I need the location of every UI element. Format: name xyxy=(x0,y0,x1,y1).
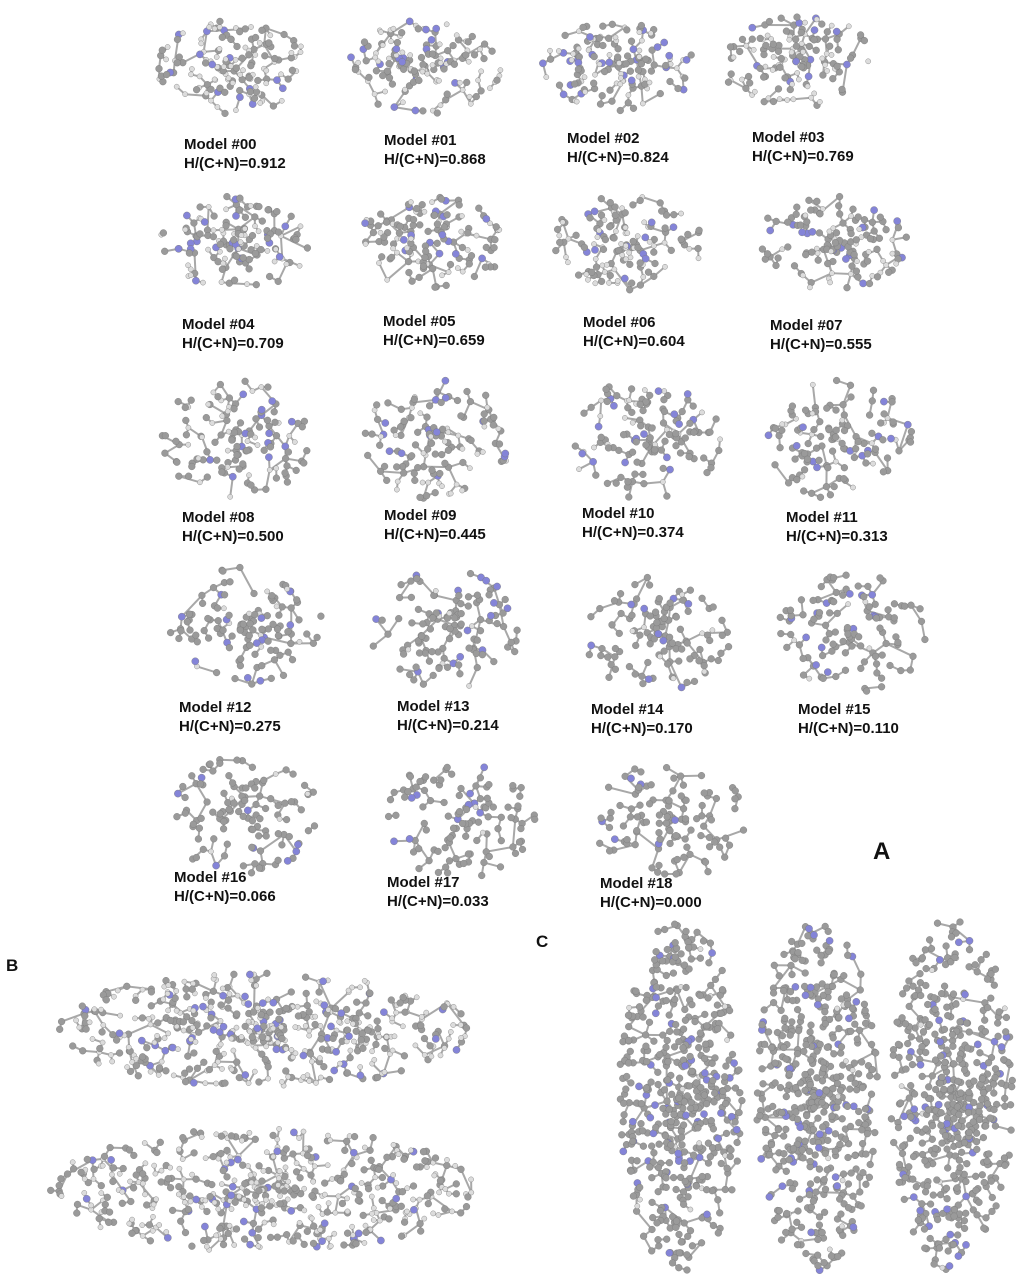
model-01-structure xyxy=(340,12,510,122)
model-04-atoms xyxy=(159,193,311,288)
model-07-image xyxy=(748,188,918,298)
model-name: Model #17 xyxy=(387,874,460,891)
model-04-structure xyxy=(150,188,320,298)
model-14-label xyxy=(591,700,693,738)
model-name: Model #02 xyxy=(567,130,640,147)
model-02-image xyxy=(532,12,702,122)
model-06-image xyxy=(542,188,712,298)
hydrogen-ratio: H/(C+N)=0.214 xyxy=(397,717,499,734)
model-14-structure xyxy=(572,566,742,701)
model-13-image xyxy=(360,562,530,697)
model-07-atoms xyxy=(759,193,910,291)
model-06-structure xyxy=(542,188,712,298)
model-00-image xyxy=(148,12,318,122)
panel-b-structure-image xyxy=(40,945,485,1280)
model-name: Model #15 xyxy=(798,701,871,718)
hydrogen-ratio: H/(C+N)=0.868 xyxy=(384,151,486,168)
model-02-structure xyxy=(532,12,702,122)
model-05-image xyxy=(345,188,515,298)
hydrogen-ratio: H/(C+N)=0.709 xyxy=(182,335,284,352)
model-17-label xyxy=(387,873,489,911)
model-11-label xyxy=(786,508,888,546)
panel-c-column-3-atoms xyxy=(888,919,1016,1273)
model-15-image xyxy=(768,566,938,701)
model-03-label xyxy=(752,128,854,166)
model-10-label xyxy=(582,504,684,542)
hydrogen-ratio: H/(C+N)=0.170 xyxy=(591,720,693,737)
model-08-label xyxy=(182,508,284,546)
model-16-atoms xyxy=(174,756,318,876)
model-10-structure xyxy=(560,372,730,507)
model-10-atoms xyxy=(572,384,723,501)
model-03-image xyxy=(712,6,882,116)
model-name: Model #09 xyxy=(384,507,457,524)
model-name: Model #04 xyxy=(182,316,255,333)
hydrogen-ratio: H/(C+N)=0.000 xyxy=(600,894,702,911)
model-name: Model #07 xyxy=(770,317,843,334)
model-00-atoms xyxy=(156,18,304,117)
model-12-label xyxy=(179,698,281,736)
panel-label-c: C xyxy=(536,932,549,951)
panel-b-layer-1 xyxy=(56,970,470,1088)
panel-b-layer-2 xyxy=(47,1126,474,1252)
model-name: Model #16 xyxy=(174,869,247,886)
model-16-label xyxy=(174,868,276,906)
model-18-atoms xyxy=(596,764,747,877)
model-01-atoms xyxy=(347,18,503,117)
model-15-label xyxy=(798,700,899,738)
model-13-structure xyxy=(360,562,530,697)
model-11-structure xyxy=(752,372,922,507)
panel-c-column-1 xyxy=(617,921,745,1274)
panel-c-column-3 xyxy=(888,919,1016,1273)
model-name: Model #12 xyxy=(179,699,252,716)
model-18-structure xyxy=(585,754,755,889)
model-02-label xyxy=(567,129,669,167)
model-03-atoms xyxy=(725,14,871,109)
model-09-atoms xyxy=(362,377,509,501)
hydrogen-ratio: H/(C+N)=0.110 xyxy=(798,720,899,737)
model-05-structure xyxy=(345,188,515,298)
model-name: Model #14 xyxy=(591,701,664,718)
model-18-image xyxy=(585,754,755,889)
model-name: Model #18 xyxy=(600,875,673,892)
hydrogen-ratio: H/(C+N)=0.033 xyxy=(387,893,489,910)
model-01-label xyxy=(384,131,486,169)
panel-label-b: B xyxy=(6,956,19,975)
model-09-structure xyxy=(352,372,522,507)
hydrogen-ratio: H/(C+N)=0.659 xyxy=(383,332,485,349)
model-06-label xyxy=(583,313,685,351)
hydrogen-ratio: H/(C+N)=0.275 xyxy=(179,718,281,735)
model-03-structure xyxy=(712,6,882,116)
model-name: Model #03 xyxy=(752,129,825,146)
model-16-structure xyxy=(160,748,330,883)
model-09-label xyxy=(384,506,486,544)
hydrogen-ratio: H/(C+N)=0.445 xyxy=(384,526,486,543)
model-14-image xyxy=(572,566,742,701)
model-10-image xyxy=(560,372,730,507)
model-16-image xyxy=(160,748,330,883)
model-04-label xyxy=(182,315,284,353)
model-11-atoms xyxy=(765,377,915,501)
panel-c-structure-image xyxy=(610,910,1020,1280)
hydrogen-ratio: H/(C+N)=0.824 xyxy=(567,149,669,166)
model-name: Model #10 xyxy=(582,505,655,522)
panel-c-column-2 xyxy=(754,923,881,1274)
model-05-label xyxy=(383,312,485,350)
model-name: Model #00 xyxy=(184,136,257,153)
model-18-label xyxy=(600,874,702,912)
hydrogen-ratio: H/(C+N)=0.769 xyxy=(752,148,854,165)
model-15-structure xyxy=(768,566,938,701)
model-17-image xyxy=(375,752,545,887)
model-name: Model #11 xyxy=(786,509,858,526)
model-name: Model #01 xyxy=(384,132,457,149)
model-name: Model #08 xyxy=(182,509,255,526)
hydrogen-ratio: H/(C+N)=0.604 xyxy=(583,333,685,350)
model-00-structure xyxy=(148,12,318,122)
panel-c-column-2-atoms xyxy=(754,923,881,1274)
hydrogen-ratio: H/(C+N)=0.066 xyxy=(174,888,276,905)
hydrogen-ratio: H/(C+N)=0.555 xyxy=(770,336,872,353)
model-12-image xyxy=(160,558,330,693)
model-01-image xyxy=(340,12,510,122)
panel-b-layered-structure xyxy=(40,945,485,1280)
model-07-label xyxy=(770,316,872,354)
model-name: Model #06 xyxy=(583,314,656,331)
model-11-image xyxy=(752,372,922,507)
model-15-atoms xyxy=(777,572,928,695)
hydrogen-ratio: H/(C+N)=0.912 xyxy=(184,155,286,172)
model-06-atoms xyxy=(552,194,702,293)
model-09-image xyxy=(352,372,522,507)
model-05-atoms xyxy=(362,194,502,291)
model-08-structure xyxy=(150,372,320,507)
model-name: Model #05 xyxy=(383,313,456,330)
model-17-atoms xyxy=(385,764,538,879)
panel-label-a: A xyxy=(873,838,891,865)
model-13-label xyxy=(397,697,499,735)
panel-b-layer-2-atoms xyxy=(47,1126,474,1252)
model-12-atoms xyxy=(167,564,324,687)
panel-c-periodic-structure xyxy=(610,910,1020,1280)
model-00-label xyxy=(184,135,286,173)
model-17-structure xyxy=(375,752,545,887)
panel-c-column-1-atoms xyxy=(617,921,745,1274)
model-12-structure xyxy=(160,558,330,693)
model-name: Model #13 xyxy=(397,698,470,715)
model-04-image xyxy=(150,188,320,298)
model-08-image xyxy=(150,372,320,507)
model-07-structure xyxy=(748,188,918,298)
hydrogen-ratio: H/(C+N)=0.313 xyxy=(786,528,888,545)
hydrogen-ratio: H/(C+N)=0.500 xyxy=(182,528,284,545)
hydrogen-ratio: H/(C+N)=0.374 xyxy=(582,524,684,541)
